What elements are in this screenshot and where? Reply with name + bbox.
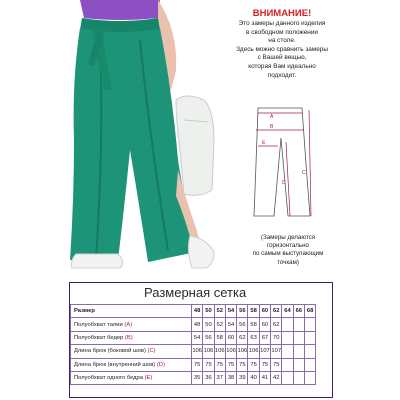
table-cell: [282, 331, 293, 344]
table-cell: [293, 358, 304, 371]
table-cell: [304, 331, 315, 344]
product-photo: [0, 0, 250, 270]
notice-line: подходит.: [267, 71, 297, 79]
table-cell: 107: [271, 345, 282, 358]
table-cell: 41: [259, 371, 270, 384]
row-label-code: (C): [147, 348, 156, 355]
table-cell: 106: [192, 345, 203, 358]
outseam-line: [309, 110, 311, 216]
table-cell: 40: [248, 371, 259, 384]
table-cell: 106: [214, 345, 225, 358]
table-cell: 52: [214, 318, 225, 331]
size-header: 48: [192, 305, 203, 318]
table-cell: 106: [225, 345, 236, 358]
row-label-text: Длина брюк (внутренний шов): [74, 361, 157, 368]
row-label-code: (E): [144, 375, 153, 382]
row-label: [71, 345, 192, 358]
table-row: [71, 358, 316, 371]
table-cell: 75: [248, 358, 259, 371]
label-e: E: [262, 140, 266, 146]
row-label-text: Длина брюк (боковой шов): [74, 348, 148, 355]
pants-outline: [254, 108, 310, 216]
table-cell: 58: [248, 318, 259, 331]
size-chart-title: Размерная сетка: [144, 285, 247, 300]
size-table: [70, 304, 316, 385]
row-label-text: Полуобхват одного бедра: [74, 375, 145, 382]
table-row: [71, 331, 316, 344]
row-label: [71, 358, 192, 371]
pants-measurement-diagram: [252, 104, 312, 222]
table-cell: 70: [271, 331, 282, 344]
table-cell: 38: [225, 371, 236, 384]
table-cell: 62: [237, 331, 248, 344]
table-row: [71, 318, 316, 331]
table-cell: 107: [259, 345, 270, 358]
size-header: 50: [203, 305, 214, 318]
row-label-text: Полуобхват талии: [74, 321, 125, 328]
table-cell: 62: [271, 318, 282, 331]
size-header: 52: [214, 305, 225, 318]
table-cell: 60: [225, 331, 236, 344]
table-cell: 75: [203, 358, 214, 371]
table-cell: [293, 331, 304, 344]
table-cell: 54: [225, 318, 236, 331]
table-cell: 106: [203, 345, 214, 358]
row-label: [71, 318, 192, 331]
size-header: 66: [293, 305, 304, 318]
table-cell: 42: [271, 371, 282, 384]
notice-line: Здесь можно сравнить замеры: [236, 45, 328, 53]
table-cell: [304, 371, 315, 384]
table-cell: 75: [271, 358, 282, 371]
table-cell: [304, 345, 315, 358]
measurement-note: [226, 234, 350, 267]
measure-note-line: горизонтально: [267, 242, 309, 250]
measure-note-line: (Замеры делаются: [260, 234, 316, 241]
row-label-code: (B): [124, 334, 133, 341]
table-cell: 75: [192, 358, 203, 371]
label-c: C: [302, 170, 306, 176]
table-cell: [304, 358, 315, 371]
table-row: [71, 371, 316, 384]
table-cell: 75: [237, 358, 248, 371]
notice-block: [222, 8, 342, 80]
size-header: 60: [259, 305, 270, 318]
label-b: B: [270, 124, 274, 130]
table-cell: 36: [203, 371, 214, 384]
size-header: 64: [282, 305, 293, 318]
notice-line: в свободном положении: [246, 28, 318, 36]
table-cell: 106: [237, 345, 248, 358]
size-chart: [69, 282, 333, 398]
sneaker: [188, 236, 214, 268]
size-header: 68: [304, 305, 315, 318]
size-header: 62: [271, 305, 282, 318]
table-cell: [293, 345, 304, 358]
table-cell: 75: [259, 358, 270, 371]
size-header: 56: [237, 305, 248, 318]
table-cell: 54: [192, 331, 203, 344]
label-d: D: [282, 180, 286, 186]
size-header: 54: [225, 305, 236, 318]
table-cell: [282, 371, 293, 384]
table-cell: 58: [214, 331, 225, 344]
model-wearing-green-pants: [0, 0, 250, 270]
notice-line: с Вашей вещью,: [257, 54, 307, 62]
table-cell: 35: [192, 371, 203, 384]
table-cell: [282, 345, 293, 358]
table-cell: 106: [248, 345, 259, 358]
table-cell: [282, 358, 293, 371]
row-label-code: (D): [156, 361, 165, 368]
white-backpack: [176, 96, 214, 195]
table-cell: 50: [203, 318, 214, 331]
table-cell: 63: [248, 331, 259, 344]
table-cell: 56: [203, 331, 214, 344]
label-a: A: [270, 114, 274, 120]
table-cell: [293, 371, 304, 384]
table-cell: 75: [214, 358, 225, 371]
table-cell: 56: [237, 318, 248, 331]
table-cell: 67: [259, 331, 270, 344]
row-label-code: (A): [124, 321, 133, 328]
header-label: Размер: [71, 305, 192, 318]
table-cell: 48: [192, 318, 203, 331]
table-row: [71, 345, 316, 358]
table-cell: 75: [225, 358, 236, 371]
purple-top: [80, 0, 160, 20]
row-label-text: Полуобхват бедер: [74, 334, 125, 341]
row-label: [71, 331, 192, 344]
measure-note-line: точкам): [277, 258, 299, 266]
table-cell: [304, 318, 315, 331]
table-cell: 39: [237, 371, 248, 384]
notice-line: Это замеры данного изделия: [238, 20, 326, 27]
size-header: 58: [248, 305, 259, 318]
notice-title: ВНИМАНИЕ!: [252, 8, 312, 19]
table-header-row: [71, 305, 316, 318]
notice-line: на столе.: [268, 37, 296, 45]
measure-note-line: по самым выступающим: [252, 250, 324, 258]
sneaker: [72, 254, 123, 268]
notice-line: которая Вам идеально: [248, 62, 316, 70]
row-label: [71, 371, 192, 384]
table-cell: 60: [259, 318, 270, 331]
table-cell: [293, 318, 304, 331]
table-cell: 37: [214, 371, 225, 384]
table-cell: [282, 318, 293, 331]
